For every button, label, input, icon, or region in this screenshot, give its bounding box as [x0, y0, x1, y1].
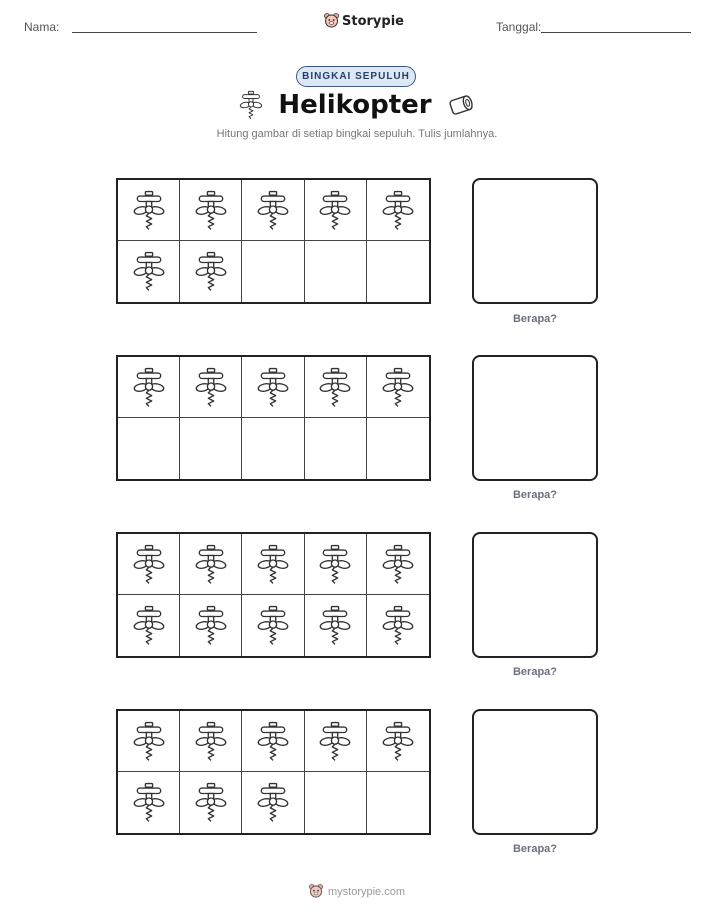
helicopter-icon [193, 365, 229, 410]
frame-cell [305, 534, 367, 595]
frame-cell [118, 711, 180, 772]
frame-cell [367, 241, 429, 302]
frame-cell [367, 357, 429, 418]
frame-cell [242, 595, 304, 656]
frame-cell [180, 711, 242, 772]
frame-cell [180, 595, 242, 656]
brand-logo [324, 13, 404, 29]
answer-box-2[interactable] [472, 355, 598, 481]
name-label: Nama: [24, 20, 60, 34]
name-line[interactable] [72, 32, 257, 33]
ten-frame-2 [116, 355, 431, 481]
brand-name: Storypie [342, 13, 404, 29]
bear-logo-icon [324, 13, 339, 29]
frame-cell [180, 418, 242, 479]
frame-cell [242, 418, 304, 479]
helicopter-icon [131, 365, 167, 410]
helicopter-icon [131, 188, 167, 233]
frame-cell [242, 180, 304, 241]
frame-cell [118, 357, 180, 418]
helicopter-icon [193, 780, 229, 825]
helicopter-icon [193, 188, 229, 233]
date-label: Tanggal: [496, 20, 542, 34]
frame-cell [180, 241, 242, 302]
helicopter-icon [380, 603, 416, 648]
helicopter-icon [380, 365, 416, 410]
frame-cell [367, 534, 429, 595]
answer-label-4: Berapa? [512, 843, 558, 855]
frame-cell [242, 772, 304, 833]
answer-label-2: Berapa? [512, 489, 558, 501]
footer-url: mystorypie.com [327, 885, 406, 898]
frame-cell [367, 418, 429, 479]
frame-cell [242, 534, 304, 595]
helicopter-icon [255, 719, 291, 764]
frame-cell [118, 772, 180, 833]
footer [0, 884, 714, 899]
frame-cell [367, 595, 429, 656]
helicopter-icon [317, 542, 353, 587]
frame-cell [180, 534, 242, 595]
answer-box-1[interactable] [472, 178, 598, 304]
answer-label-3: Berapa? [512, 666, 558, 678]
frame-cell [305, 711, 367, 772]
helicopter-icon [193, 603, 229, 648]
frame-cell [118, 534, 180, 595]
helicopter-icon [255, 365, 291, 410]
helicopter-icon [238, 88, 264, 122]
helicopter-icon [255, 188, 291, 233]
frame-cell [118, 595, 180, 656]
frame-cell [367, 711, 429, 772]
answer-box-3[interactable] [472, 532, 598, 658]
helicopter-icon [131, 719, 167, 764]
helicopter-icon [255, 780, 291, 825]
frame-cell [118, 418, 180, 479]
helicopter-icon [193, 542, 229, 587]
frame-cell [305, 357, 367, 418]
frame-cell [180, 357, 242, 418]
helicopter-icon [317, 188, 353, 233]
frame-cell [305, 772, 367, 833]
frame-cell [180, 180, 242, 241]
answer-box-4[interactable] [472, 709, 598, 835]
helicopter-icon [317, 719, 353, 764]
helicopter-icon [380, 542, 416, 587]
instructions: Hitung gambar di setiap bingkai sepuluh. Tulis jumlahnya. [216, 128, 498, 140]
topic-badge: BINGKAI SEPULUH [296, 66, 416, 87]
helicopter-icon [131, 542, 167, 587]
helicopter-icon [131, 249, 167, 294]
frame-cell [118, 241, 180, 302]
helicopter-icon [255, 603, 291, 648]
frame-cell [305, 180, 367, 241]
tube-icon [446, 93, 476, 117]
frame-cell [367, 180, 429, 241]
frame-cell [242, 711, 304, 772]
frame-cell [305, 241, 367, 302]
title-row [0, 88, 714, 122]
helicopter-icon [193, 249, 229, 294]
frame-cell [305, 595, 367, 656]
helicopter-icon [380, 719, 416, 764]
frame-cell [367, 772, 429, 833]
helicopter-icon [193, 719, 229, 764]
ten-frame-4 [116, 709, 431, 835]
helicopter-icon [131, 603, 167, 648]
frame-cell [180, 772, 242, 833]
helicopter-icon [380, 188, 416, 233]
helicopter-icon [317, 365, 353, 410]
ten-frame-3 [116, 532, 431, 658]
frame-cell [305, 418, 367, 479]
frame-cell [118, 180, 180, 241]
helicopter-icon [317, 603, 353, 648]
helicopter-icon [255, 542, 291, 587]
page-title: Helikopter [278, 90, 432, 120]
frame-cell [242, 241, 304, 302]
answer-label-1: Berapa? [512, 313, 558, 325]
ten-frame-1 [116, 178, 431, 304]
helicopter-icon [131, 780, 167, 825]
date-line[interactable] [541, 32, 691, 33]
frame-cell [242, 357, 304, 418]
bear-logo-icon [309, 884, 323, 899]
